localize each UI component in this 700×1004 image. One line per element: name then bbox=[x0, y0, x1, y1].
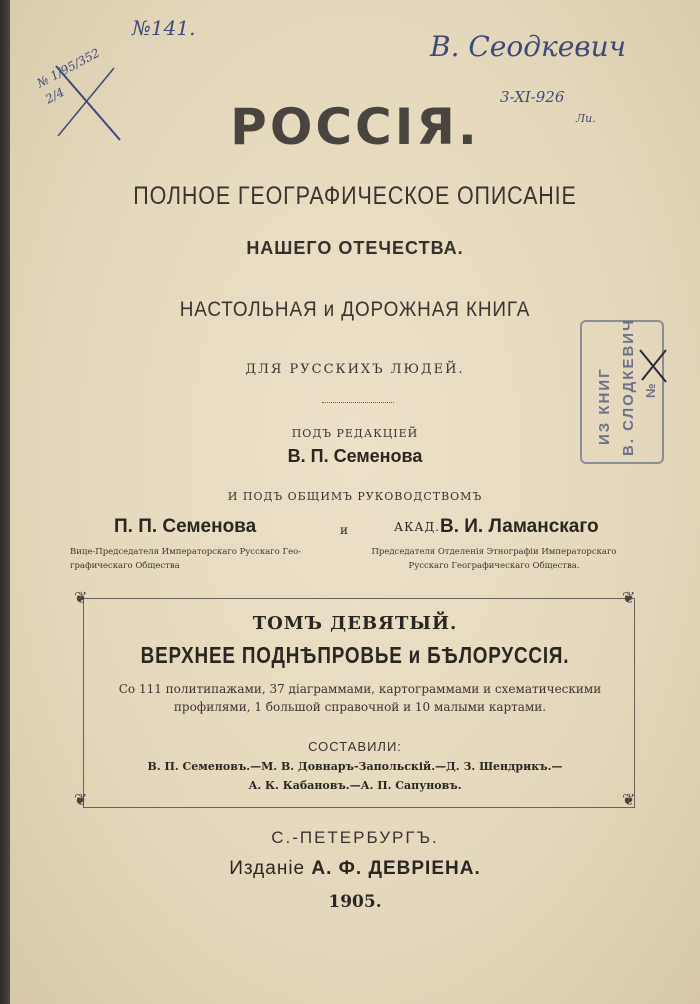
under-editorship: ПОДЪ РЕДАКЦІЕЙ bbox=[291, 427, 419, 440]
fleuron-icon: ❦ bbox=[74, 588, 88, 607]
book-subtitle: ПОЛНОЕ ГЕОГРАФИЧЕСКОЕ ОПИСАНІЕ bbox=[133, 182, 577, 210]
imprint-city: С.-ПЕТЕРБУРГЪ. bbox=[271, 828, 439, 847]
authors-line-1: В. П. Семеновъ.—М. В. Довнаръ-Запольскій.—Д. З. Шендрикъ.— bbox=[147, 760, 563, 773]
book-subtitle-3: НАСТОЛЬНАЯ и ДОРОЖНАЯ КНИГА bbox=[179, 298, 531, 321]
book-spine-edge bbox=[0, 0, 10, 1004]
fleuron-icon: ❦ bbox=[74, 790, 88, 809]
general-guidance: И ПОДЪ ОБЩИМЪ РУКОВОДСТВОМЪ bbox=[227, 490, 483, 503]
editor-name: В. П. Семенова bbox=[287, 446, 423, 466]
and-conjunction: и bbox=[340, 523, 348, 537]
compiled-by-label: СОСТАВИЛИ: bbox=[308, 739, 402, 754]
shelfmark-line2: 2/4 bbox=[42, 84, 67, 107]
handwritten-signature: В. Сеодкевич bbox=[430, 30, 627, 63]
affiliation-lamansky: Председателя Отделенія Этнографіи Императорскаго Русскаго Географическаго Общества. bbox=[371, 547, 617, 571]
fleuron-icon: ❦ bbox=[622, 790, 636, 809]
shelfmark-line1: № 1/95/352 bbox=[34, 45, 103, 91]
imprint-year: 1905. bbox=[328, 892, 382, 912]
ornament-divider bbox=[322, 402, 394, 409]
publisher-prefix: Изданіе bbox=[229, 858, 306, 879]
authors-line-2: А. К. Кабановъ.—А. П. Сапуновъ. bbox=[248, 779, 462, 792]
leader-semenov: П. П. Семенова bbox=[114, 516, 257, 537]
book-title: РОССІЯ. bbox=[230, 98, 480, 156]
academician-label: АКАД. bbox=[394, 520, 441, 534]
volume-number: ТОМЪ ДЕВЯТЫЙ. bbox=[252, 613, 458, 634]
book-subtitle-4: ДЛЯ РУССКИХЪ ЛЮДЕЙ. bbox=[245, 362, 465, 377]
handwritten-note: Ли. bbox=[576, 112, 596, 125]
publisher-name: А. Ф. ДЕВРІЕНА. bbox=[311, 858, 481, 879]
volume-region: ВЕРХНЕЕ ПОДНѢПРОВЬЕ и БѢЛОРУССІЯ. bbox=[140, 642, 570, 668]
stamp-line-1: ИЗ КНИГ bbox=[596, 367, 613, 445]
title-page bbox=[10, 0, 700, 1004]
imprint-publisher bbox=[10, 858, 700, 880]
stamp-line-2: В. СЛОДКЕВИЧ bbox=[620, 318, 637, 456]
stamp-line-3: № bbox=[643, 381, 658, 398]
handwritten-date: 3-XI-926 bbox=[500, 88, 565, 106]
stamp-cross bbox=[636, 346, 670, 386]
volume-contents: Со 111 политипажами, 37 діаграммами, картограммами и схематическими профилями, 1 большой справочной и 10 малыми картами. bbox=[118, 682, 602, 714]
affiliation-semenov: Вице-Председателя Императорскаго Русскаго Гео-графическаго Общества bbox=[70, 547, 302, 571]
leader-lamansky: В. И. Ламанскаго bbox=[440, 516, 599, 537]
book-subtitle-2: НАШЕГО ОТЕЧЕСТВА. bbox=[246, 238, 464, 258]
fleuron-icon: ❦ bbox=[622, 588, 636, 607]
handwritten-number: №141. bbox=[132, 16, 196, 40]
